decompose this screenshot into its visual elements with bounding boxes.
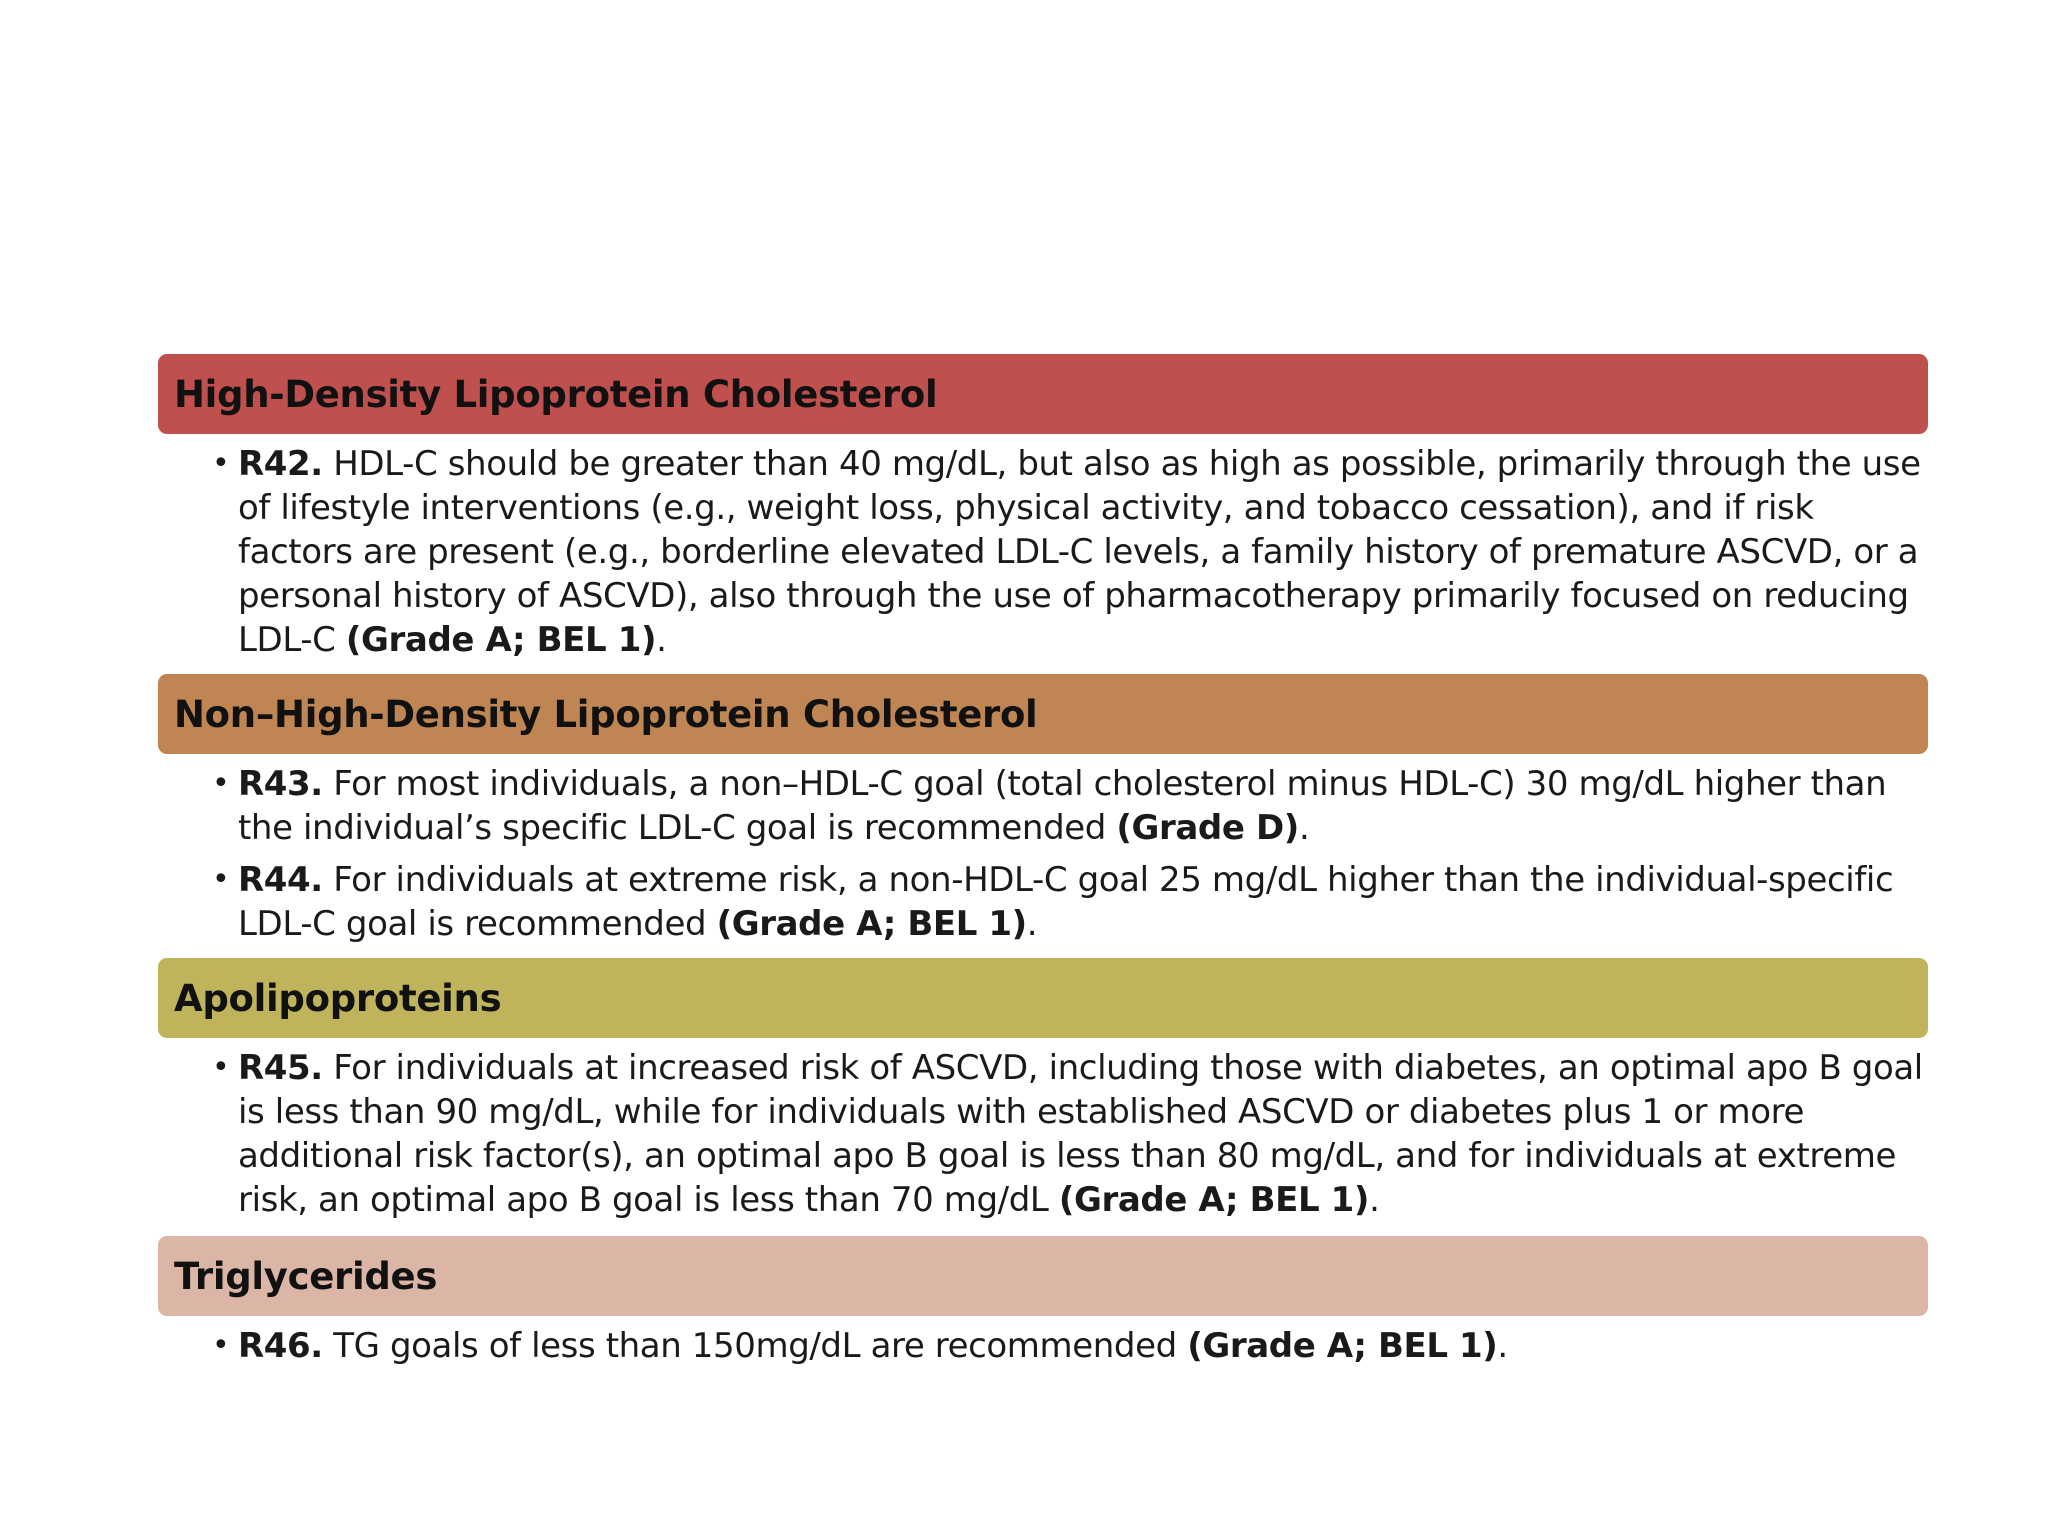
recommendation-r42 — [158, 442, 1928, 662]
bullet-icon: • — [212, 766, 230, 801]
recommendation-r45 — [158, 1046, 1928, 1222]
bullet-icon: • — [212, 446, 230, 481]
section-header: Non–High-Density Lipoprotein Cholesterol — [158, 674, 1928, 754]
bullet-icon: • — [212, 1328, 230, 1363]
recommendation-end: . — [1026, 904, 1038, 944]
section-header: Apolipoproteins — [158, 958, 1928, 1038]
recommendation-ref: R46. — [238, 1326, 323, 1366]
section-triglycerides — [158, 1236, 1928, 1368]
section-header: Triglycerides — [158, 1236, 1928, 1316]
recommendation-r43 — [158, 762, 1928, 850]
evidence-grade: (Grade A; BEL 1) — [1058, 1180, 1370, 1220]
bullet-icon: • — [212, 862, 230, 897]
evidence-grade: (Grade A; BEL 1) — [716, 904, 1027, 944]
recommendations-slide — [158, 354, 1928, 1368]
recommendation-ref: R42. — [238, 444, 323, 484]
recommendation-r44 — [158, 858, 1928, 946]
recommendation-end: . — [1497, 1326, 1508, 1366]
recommendation-ref: R44. — [238, 860, 323, 900]
evidence-grade: (Grade A; BEL 1) — [345, 620, 657, 660]
recommendation-end: . — [1298, 808, 1310, 848]
section-header: High-Density Lipoprotein Cholesterol — [158, 354, 1928, 434]
section-apolipoproteins — [158, 958, 1928, 1236]
recommendation-list — [158, 1316, 1928, 1368]
recommendation-list — [158, 754, 1928, 958]
recommendation-text: HDL-C should be greater than 40 mg/dL, but also as high as possible, primarily through the use of lifestyle interventions (e.g., weight loss, physical activity, and tobacco cessation), and if risk factors are present (e.g., borderline elevated LDL-C levels, a family history of premature ASCVD, or a personal history of ASCVD), also through the use of pharmacotherapy primarily focused on reducing LDL-C — [238, 444, 1921, 660]
recommendation-text: For most individuals, a non–HDL-C goal (total cholesterol minus HDL-C) 30 mg/dL higher than the individual’s specific LDL-C goal is recommended — [238, 764, 1887, 848]
recommendation-text: For individuals at increased risk of ASCVD, including those with diabetes, an optimal apo B goal is less than 90 mg/dL, while for individuals with established ASCVD or diabetes plus 1 or more additional risk factor(s), an optimal apo B goal is less than 80 mg/dL, and for individuals at extreme risk, an optimal apo B goal is less than 70 mg/dL — [238, 1048, 1923, 1220]
recommendation-ref: R43. — [238, 764, 323, 804]
section-hdl-cholesterol — [158, 354, 1928, 674]
evidence-grade: (Grade A; BEL 1) — [1187, 1326, 1498, 1366]
recommendation-end: . — [1369, 1180, 1380, 1220]
evidence-grade: (Grade D) — [1116, 808, 1299, 848]
recommendation-r46 — [158, 1324, 1928, 1368]
recommendation-text: For individuals at extreme risk, a non-HDL-C goal 25 mg/dL higher than the individual-specific LDL-C goal is recommended — [238, 860, 1894, 944]
section-non-hdl-cholesterol — [158, 674, 1928, 958]
recommendation-list — [158, 434, 1928, 674]
recommendation-text: TG goals of less than 150mg/dL are recommended — [322, 1326, 1188, 1366]
recommendation-ref: R45. — [238, 1048, 323, 1088]
recommendation-list — [158, 1038, 1928, 1236]
recommendation-end: . — [656, 620, 667, 660]
bullet-icon: • — [212, 1050, 230, 1085]
